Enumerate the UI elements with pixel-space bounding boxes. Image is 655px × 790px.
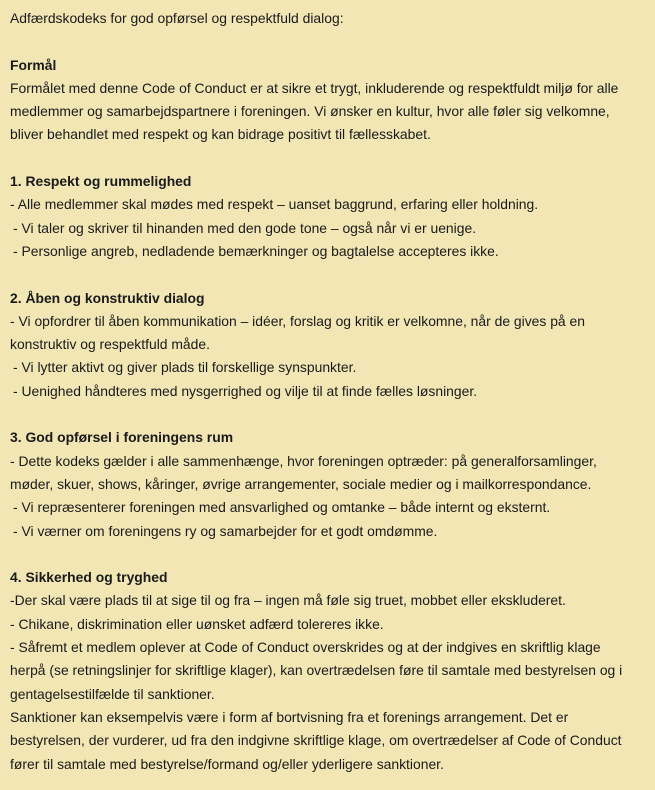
section-heading-conduct: 3. God opførsel i foreningens rum xyxy=(10,429,234,446)
section-line: konstruktiv og respektfuld måde. xyxy=(10,336,210,353)
section-line: gentagelsestilfælde til sanktioner. xyxy=(10,685,215,702)
spacer xyxy=(10,543,645,566)
purpose-heading: Formål xyxy=(10,56,57,73)
spacer xyxy=(10,403,645,426)
section-line: - Personlige angreb, nedladende bemærkninger og bagtalelse accepteres ikke. xyxy=(13,242,499,259)
section-line: - Vi repræsenterer foreningen med ansvarlighed og omtanke – både internt og eksternt. xyxy=(13,499,551,516)
section-line: - Vi taler og skriver til hinanden med den gode tone – også når vi er uenige. xyxy=(13,219,477,236)
section-line: -Der skal være plads til at sige til og fra – ingen må føle sig truet, mobbet eller ekskluderet. xyxy=(10,592,566,609)
section-heading-respect: 1. Respekt og rummelighed xyxy=(10,173,192,190)
section-line: - Dette kodeks gælder i alle sammenhænge, hvor foreningen optræder: på generalforsamlinger, xyxy=(10,452,597,469)
spacer xyxy=(10,30,645,53)
section-line: - Såfremt et medlem oplever at Code of Conduct overskrides og at der indgives en skriftlig klage xyxy=(10,639,601,656)
document-title: Adfærdskodeks for god opførsel og respektfuld dialog: xyxy=(10,10,344,26)
section-line: - Vi lytter aktivt og giver plads til forskellige synspunkter. xyxy=(13,359,357,376)
section-line: møder, skuer, shows, kåringer, øvrige arrangementer, sociale medier og i mailkorrespondance. xyxy=(10,475,592,492)
purpose-line: bliver behandlet med respekt og kan bidrage positivt til fællesskabet. xyxy=(10,126,431,143)
section-line: - Vi opfordrer til åben kommunikation – idéer, forslag og kritik er velkomne, når de gives på en xyxy=(10,312,585,329)
section-line: Sanktioner kan eksempelvis være i form af bortvisning fra et forenings arrangement. Det er xyxy=(10,708,569,725)
spacer xyxy=(10,147,645,170)
purpose-line: Formålet med denne Code of Conduct er at sikre et trygt, inkluderende og respektfuldt miljø for alle xyxy=(10,79,619,96)
section-line: herpå (se retningslinjer for skriftlige klager), kan overtrædelsen føre til samtale med bestyrelsen og i xyxy=(10,662,623,679)
section-line: - Uenighed håndteres med nysgerrighed og vilje til at finde fælles løsninger. xyxy=(13,382,478,399)
section-line: - Alle medlemmer skal mødes med respekt – uanset baggrund, erfaring eller holdning. xyxy=(10,196,539,213)
spacer xyxy=(10,263,645,286)
section-heading-dialog: 2. Åben og konstruktiv dialog xyxy=(10,289,205,306)
section-line: - Chikane, diskrimination eller uønsket adfærd tolereres ikke. xyxy=(10,615,384,632)
section-heading-safety: 4. Sikkerhed og tryghed xyxy=(10,569,168,586)
section-line: fører til samtale med bestyrelse/formand og/eller yderligere sanktioner. xyxy=(10,755,444,772)
section-line: bestyrelsen, der vurderer, ud fra den indgivne skriftlige klage, om overtrædelser af Code of Conduct xyxy=(10,732,622,749)
section-line: - Vi værner om foreningens ry og samarbejder for et godt omdømme. xyxy=(13,522,438,539)
purpose-line: medlemmer og samarbejdspartnere i foreningen. Vi ønsker en kultur, hvor alle føler sig velkomne, xyxy=(10,103,610,120)
